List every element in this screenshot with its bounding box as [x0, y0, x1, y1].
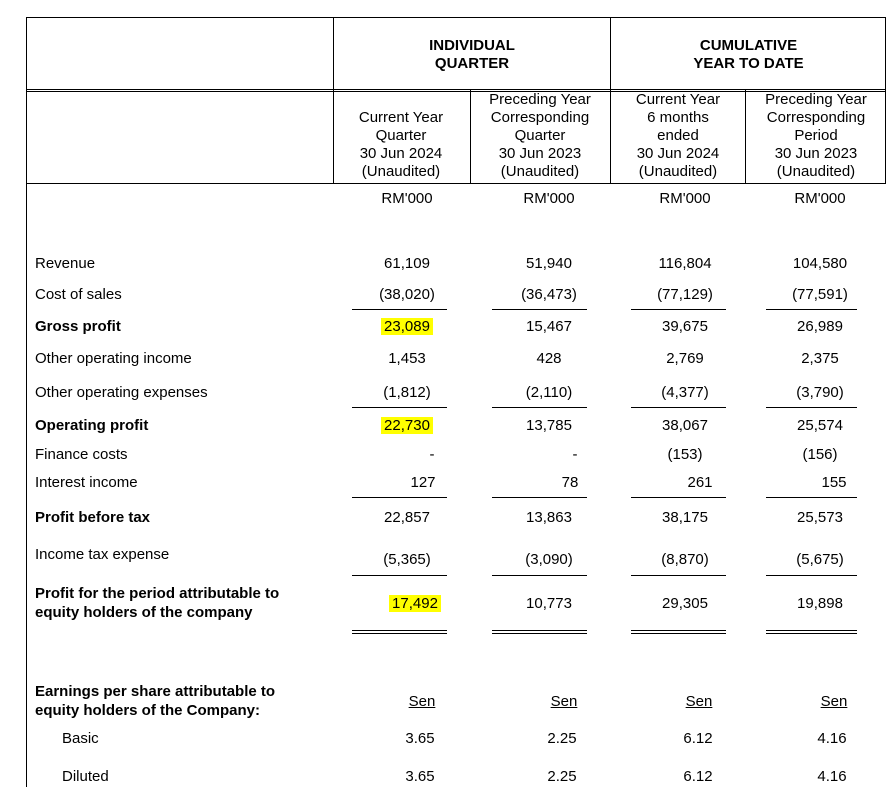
cell-gross-profit-col3: 39,675: [662, 318, 708, 335]
column-header-current-ytd: Current Year 6 months ended 30 Jun 2024 (Unaudited): [635, 91, 721, 180]
subtotal-rule-operating-col3: [631, 407, 726, 408]
cell-profit-period-col4: 19,898: [797, 595, 843, 612]
cell-gross-profit-col1: 23,089: [339, 318, 475, 336]
cell-interest-income-col1: 127: [410, 474, 436, 491]
cell-interest-income-col2: 78: [561, 474, 579, 491]
row-label-finance-costs: Finance costs: [35, 446, 128, 463]
cell-operating-profit-col2: 13,785: [526, 417, 572, 434]
row-label-other-operating-expenses: Other operating expenses: [35, 384, 208, 401]
unit-col-3: RM'000: [659, 190, 711, 207]
cell-operating-profit-col1: 22,730: [339, 417, 475, 435]
cell-gross-profit-col2: 15,467: [526, 318, 572, 335]
row-label-gross-profit: Gross profit: [35, 318, 121, 335]
cell-other-expenses-col2: (2,110): [525, 384, 573, 401]
unit-col-2: RM'000: [523, 190, 575, 207]
subtotal-rule-gross-col2: [492, 309, 587, 310]
row-label-revenue: Revenue: [35, 255, 96, 272]
cell-eps-diluted-col4: 4.16: [817, 768, 847, 785]
cell-eps-diluted-col3: 6.12: [683, 768, 713, 785]
subtotal-rule-pbt-col1: [352, 497, 447, 498]
cell-other-income-col4: 2,375: [801, 350, 839, 367]
cell-eps-basic-col1: 3.65: [405, 730, 435, 747]
subtotal-rule-net-col3: [631, 575, 726, 576]
total-rule-col3-b: [631, 633, 726, 634]
cell-other-income-col2: 428: [536, 350, 562, 367]
cell-income-tax-col3: (8,870): [661, 551, 709, 568]
cell-eps-basic-col4: 4.16: [817, 730, 847, 747]
cell-finance-costs-col3: (153): [667, 446, 703, 463]
total-rule-col4-b: [766, 633, 857, 634]
cell-other-income-col1: 1,453: [388, 350, 426, 367]
subtotal-rule-net-col1: [352, 575, 447, 576]
cell-eps-diluted-col2: 2.25: [547, 768, 577, 785]
cell-other-expenses-col1: (1,812): [383, 384, 431, 401]
cell-other-income-col3: 2,769: [666, 350, 704, 367]
row-label-cost-of-sales: Cost of sales: [35, 286, 122, 303]
column-header-current-quarter: Current Year Quarter 30 Jun 2024 (Unaudited): [358, 109, 444, 180]
subtotal-rule-net-col4: [766, 575, 857, 576]
eps-unit-col3: Sen: [685, 693, 713, 710]
row-label-operating-profit: Operating profit: [35, 417, 149, 434]
row-label-profit-for-period: Profit for the period attributable to equity holders of the company: [35, 585, 280, 621]
cell-interest-income-col4: 155: [821, 474, 847, 491]
cell-cost-of-sales-col3: (77,129): [657, 286, 713, 303]
cell-revenue-col2: 51,940: [526, 255, 572, 272]
subtotal-rule-pbt-col4: [766, 497, 857, 498]
row-label-other-operating-income: Other operating income: [35, 350, 192, 367]
cell-profit-period-col1: 17,492: [347, 595, 483, 613]
cell-cost-of-sales-col1: (38,020): [379, 286, 435, 303]
table-left-border: [26, 17, 27, 787]
cell-operating-profit-col3: 38,067: [662, 417, 708, 434]
row-label-eps-basic: Basic: [62, 730, 99, 747]
cell-pbt-col3: 38,175: [662, 509, 708, 526]
cell-income-tax-col2: (3,090): [525, 551, 573, 568]
subtotal-rule-pbt-col3: [631, 497, 726, 498]
cell-interest-income-col3: 261: [687, 474, 713, 491]
row-label-eps-diluted: Diluted: [62, 768, 109, 785]
cell-pbt-col1: 22,857: [384, 509, 430, 526]
cell-gross-profit-col4: 26,989: [797, 318, 843, 335]
subtotal-rule-operating-col2: [492, 407, 587, 408]
cell-finance-costs-col1: -: [429, 446, 435, 463]
eps-unit-col1: Sen: [408, 693, 436, 710]
subtotal-rule-gross-col3: [631, 309, 726, 310]
cell-income-tax-col4: (5,675): [796, 551, 844, 568]
cell-finance-costs-col2: -: [572, 446, 578, 463]
cell-revenue-col3: 116,804: [658, 255, 712, 272]
cell-revenue-col1: 61,109: [384, 255, 430, 272]
total-rule-col4-a: [766, 630, 857, 631]
group-individual-quarter: INDIVIDUAL QUARTER: [429, 37, 515, 72]
total-rule-col2-a: [492, 630, 587, 631]
group-header-bottom-border: [26, 89, 886, 90]
column-header-bottom-border: [26, 183, 886, 184]
cell-other-expenses-col4: (3,790): [796, 384, 844, 401]
subtotal-rule-gross-col1: [352, 309, 447, 310]
cell-cost-of-sales-col4: (77,591): [792, 286, 848, 303]
cell-income-tax-col1: (5,365): [383, 551, 431, 568]
column-divider-1: [470, 90, 471, 184]
cell-operating-profit-col4: 25,574: [797, 417, 843, 434]
subtotal-rule-operating-col4: [766, 407, 857, 408]
column-header-preceding-ytd: Preceding Year Corresponding Period 30 Jun 2023 (Unaudited): [765, 91, 867, 180]
eps-unit-col2: Sen: [550, 693, 578, 710]
cell-eps-basic-col3: 6.12: [683, 730, 713, 747]
subtotal-rule-net-col2: [492, 575, 587, 576]
total-rule-col2-b: [492, 633, 587, 634]
cell-profit-period-col2: 10,773: [526, 595, 572, 612]
subtotal-rule-operating-col1: [352, 407, 447, 408]
cell-cost-of-sales-col2: (36,473): [521, 286, 577, 303]
cell-eps-diluted-col1: 3.65: [405, 768, 435, 785]
unit-col-4: RM'000: [794, 190, 846, 207]
subtotal-rule-gross-col4: [766, 309, 857, 310]
cell-eps-basic-col2: 2.25: [547, 730, 577, 747]
eps-heading: Earnings per share attributable to equity holders of the Company:: [35, 683, 276, 719]
row-label-income-tax-expense: Income tax expense: [35, 546, 170, 563]
cell-pbt-col4: 25,573: [797, 509, 843, 526]
eps-unit-col4: Sen: [820, 693, 848, 710]
subtotal-rule-pbt-col2: [492, 497, 587, 498]
cell-revenue-col4: 104,580: [792, 255, 848, 272]
table-top-border: [26, 17, 886, 18]
cell-finance-costs-col4: (156): [802, 446, 838, 463]
total-rule-col1-b: [352, 633, 447, 634]
column-header-preceding-quarter: Preceding Year Corresponding Quarter 30 Jun 2023 (Unaudited): [489, 91, 591, 180]
unit-col-1: RM'000: [381, 190, 433, 207]
cell-profit-period-col3: 29,305: [662, 595, 708, 612]
cell-pbt-col2: 13,863: [526, 509, 572, 526]
total-rule-col1-a: [352, 630, 447, 631]
row-label-interest-income: Interest income: [35, 474, 138, 491]
total-rule-col3-a: [631, 630, 726, 631]
row-label-profit-before-tax: Profit before tax: [35, 509, 151, 526]
group-cumulative-ytd: CUMULATIVE YEAR TO DATE: [693, 37, 804, 72]
cell-other-expenses-col3: (4,377): [661, 384, 709, 401]
